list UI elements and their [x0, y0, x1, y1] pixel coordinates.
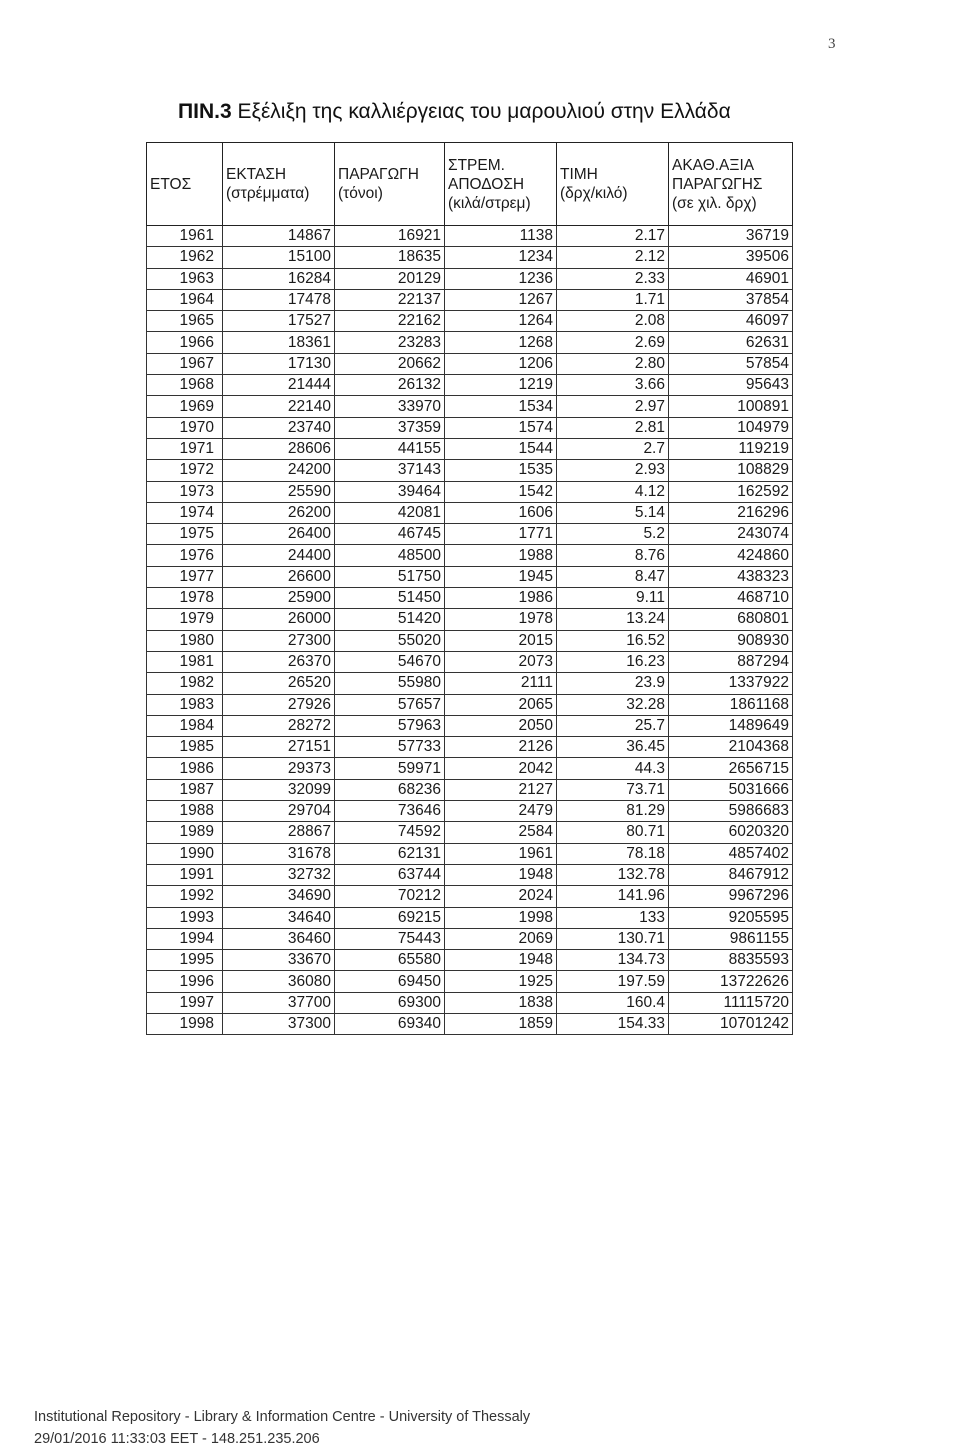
table-row	[147, 737, 793, 758]
table-cell: 132.78	[557, 864, 669, 885]
table-cell: 1.71	[557, 289, 669, 310]
table-cell: 81.29	[557, 801, 669, 822]
table-cell: 57854	[669, 353, 793, 374]
table-cell: 69340	[335, 1013, 445, 1034]
table-cell: 29373	[223, 758, 335, 779]
table-cell: 9.11	[557, 588, 669, 609]
table-cell: 26132	[335, 375, 445, 396]
table-cell: 2.80	[557, 353, 669, 374]
table-cell: 1542	[445, 481, 557, 502]
table-cell: 69450	[335, 971, 445, 992]
table-cell: 2.93	[557, 460, 669, 481]
table-row	[147, 630, 793, 651]
table-cell: 54670	[335, 651, 445, 672]
table-cell: 1978	[147, 588, 223, 609]
table-cell: 42081	[335, 502, 445, 523]
table-cell: 1970	[147, 417, 223, 438]
table-row	[147, 460, 793, 481]
table-cell: 65580	[335, 950, 445, 971]
table-cell: 57963	[335, 715, 445, 736]
table-cell: 468710	[669, 588, 793, 609]
table-cell: 1544	[445, 438, 557, 459]
table-row	[147, 588, 793, 609]
table-cell: 1945	[445, 566, 557, 587]
table-cell: 2479	[445, 801, 557, 822]
table-cell: 73.71	[557, 779, 669, 800]
table-cell: 1983	[147, 694, 223, 715]
table-cell: 1961	[147, 226, 223, 247]
table-cell: 1574	[445, 417, 557, 438]
table-cell: 24200	[223, 460, 335, 481]
table-row	[147, 332, 793, 353]
table-cell: 55020	[335, 630, 445, 651]
table-cell: 2584	[445, 822, 557, 843]
table-cell: 1966	[147, 332, 223, 353]
table-row	[147, 502, 793, 523]
table-row	[147, 438, 793, 459]
column-header-area: ΕΚΤΑΣΗ (στρέμματα)	[223, 143, 335, 226]
table-cell: 68236	[335, 779, 445, 800]
table-cell: 8467912	[669, 864, 793, 885]
table-row	[147, 375, 793, 396]
table-cell: 2126	[445, 737, 557, 758]
table-cell: 27300	[223, 630, 335, 651]
table-cell: 37300	[223, 1013, 335, 1034]
table-row	[147, 417, 793, 438]
table-cell: 1986	[147, 758, 223, 779]
table-cell: 1969	[147, 396, 223, 417]
column-header-year: ΕΤΟΣ	[147, 143, 223, 226]
table-cell: 2015	[445, 630, 557, 651]
table-cell: 62131	[335, 843, 445, 864]
table-cell: 37143	[335, 460, 445, 481]
table-cell: 1965	[147, 311, 223, 332]
table-cell: 2111	[445, 673, 557, 694]
table-cell: 26000	[223, 609, 335, 630]
table-cell: 1968	[147, 375, 223, 396]
table-cell: 2104368	[669, 737, 793, 758]
table-cell: 1972	[147, 460, 223, 481]
table-row	[147, 353, 793, 374]
table-cell: 31678	[223, 843, 335, 864]
table-cell: 9967296	[669, 886, 793, 907]
table-cell: 119219	[669, 438, 793, 459]
table-cell: 2.17	[557, 226, 669, 247]
repository-footer	[34, 1406, 530, 1450]
table-cell: 2.33	[557, 268, 669, 289]
table-row	[147, 694, 793, 715]
table-cell: 39506	[669, 247, 793, 268]
table-cell: 63744	[335, 864, 445, 885]
table-row	[147, 247, 793, 268]
table-cell: 15100	[223, 247, 335, 268]
table-cell: 57733	[335, 737, 445, 758]
table-cell: 1267	[445, 289, 557, 310]
table-row	[147, 673, 793, 694]
table-cell: 1974	[147, 502, 223, 523]
table-cell: 243074	[669, 524, 793, 545]
table-cell: 1987	[147, 779, 223, 800]
table-cell: 1948	[445, 950, 557, 971]
table-cell: 5.14	[557, 502, 669, 523]
table-row	[147, 907, 793, 928]
table-row	[147, 396, 793, 417]
table-cell: 59971	[335, 758, 445, 779]
table-cell: 9861155	[669, 928, 793, 949]
table-cell: 1978	[445, 609, 557, 630]
table-cell: 55980	[335, 673, 445, 694]
table-cell: 37854	[669, 289, 793, 310]
table-cell: 1986	[445, 588, 557, 609]
table-row	[147, 289, 793, 310]
table-cell: 2050	[445, 715, 557, 736]
table-cell: 2.7	[557, 438, 669, 459]
table-cell: 1234	[445, 247, 557, 268]
table-cell: 28867	[223, 822, 335, 843]
table-cell: 36080	[223, 971, 335, 992]
table-cell: 11115720	[669, 992, 793, 1013]
table-cell: 1992	[147, 886, 223, 907]
table-row	[147, 651, 793, 672]
table-cell: 62631	[669, 332, 793, 353]
table-cell: 1979	[147, 609, 223, 630]
table-cell: 1976	[147, 545, 223, 566]
table-cell: 32099	[223, 779, 335, 800]
table-cell: 33970	[335, 396, 445, 417]
table-cell: 1838	[445, 992, 557, 1013]
table-cell: 1973	[147, 481, 223, 502]
table-cell: 154.33	[557, 1013, 669, 1034]
table-cell: 26400	[223, 524, 335, 545]
table-body	[147, 226, 793, 1035]
column-header-yield: ΣΤΡΕΜ. ΑΠΟΔΟΣΗ (κιλά/στρεμ)	[445, 143, 557, 226]
table-cell: 28606	[223, 438, 335, 459]
table-row	[147, 971, 793, 992]
table-cell: 438323	[669, 566, 793, 587]
table-cell: 20129	[335, 268, 445, 289]
table-cell: 26370	[223, 651, 335, 672]
table-cell: 908930	[669, 630, 793, 651]
table-row	[147, 545, 793, 566]
table-cell: 24400	[223, 545, 335, 566]
table-cell: 2.69	[557, 332, 669, 353]
table-cell: 16.52	[557, 630, 669, 651]
table-cell: 5986683	[669, 801, 793, 822]
table-cell: 69215	[335, 907, 445, 928]
table-cell: 21444	[223, 375, 335, 396]
table-cell: 130.71	[557, 928, 669, 949]
lettuce-cultivation-table	[146, 142, 793, 1035]
table-cell: 5031666	[669, 779, 793, 800]
table-cell: 2127	[445, 779, 557, 800]
table-cell: 16284	[223, 268, 335, 289]
table-row	[147, 886, 793, 907]
table-title-label: ΠΙΝ.3	[178, 100, 232, 123]
table-header	[147, 143, 793, 226]
table-cell: 32.28	[557, 694, 669, 715]
table-cell: 36719	[669, 226, 793, 247]
table-cell: 1997	[147, 992, 223, 1013]
table-cell: 1993	[147, 907, 223, 928]
table-cell: 23.9	[557, 673, 669, 694]
table-cell: 51420	[335, 609, 445, 630]
footer-line-institution: Institutional Repository - Library & Information Centre - University of Thessaly	[34, 1409, 531, 1425]
table-cell: 34690	[223, 886, 335, 907]
table-cell: 3.66	[557, 375, 669, 396]
table-cell: 22137	[335, 289, 445, 310]
table-cell: 1268	[445, 332, 557, 353]
table-cell: 27151	[223, 737, 335, 758]
table-row	[147, 822, 793, 843]
table-row	[147, 928, 793, 949]
table-cell: 1236	[445, 268, 557, 289]
table-cell: 1994	[147, 928, 223, 949]
table-cell: 16921	[335, 226, 445, 247]
table-cell: 1961	[445, 843, 557, 864]
table-cell: 1534	[445, 396, 557, 417]
table-cell: 4857402	[669, 843, 793, 864]
table-cell: 22140	[223, 396, 335, 417]
table-cell: 78.18	[557, 843, 669, 864]
table-cell: 887294	[669, 651, 793, 672]
table-cell: 2.97	[557, 396, 669, 417]
table-cell: 44.3	[557, 758, 669, 779]
footer-line-timestamp: 29/01/2016 11:33:03 EET - 148.251.235.206	[34, 1431, 320, 1447]
table-cell: 34640	[223, 907, 335, 928]
table-row	[147, 481, 793, 502]
table-cell: 1606	[445, 502, 557, 523]
table-cell: 9205595	[669, 907, 793, 928]
table-cell: 1981	[147, 651, 223, 672]
table-cell: 8.47	[557, 566, 669, 587]
table-cell: 37359	[335, 417, 445, 438]
header-row	[147, 143, 793, 226]
table-cell: 20662	[335, 353, 445, 374]
table-cell: 46745	[335, 524, 445, 545]
table-cell: 44155	[335, 438, 445, 459]
table-cell: 2.12	[557, 247, 669, 268]
column-header-production: ΠΑΡΑΓΩΓΗ (τόνοι)	[335, 143, 445, 226]
table-cell: 1771	[445, 524, 557, 545]
page-number: 3	[828, 36, 836, 52]
table-cell: 73646	[335, 801, 445, 822]
table-row	[147, 609, 793, 630]
table-cell: 51450	[335, 588, 445, 609]
table-cell: 1995	[147, 950, 223, 971]
table-row	[147, 992, 793, 1013]
table-cell: 216296	[669, 502, 793, 523]
table-cell: 25900	[223, 588, 335, 609]
table-row	[147, 801, 793, 822]
table-row	[147, 758, 793, 779]
table-cell: 6020320	[669, 822, 793, 843]
table-cell: 74592	[335, 822, 445, 843]
table-cell: 1980	[147, 630, 223, 651]
table-cell: 2656715	[669, 758, 793, 779]
table-cell: 1975	[147, 524, 223, 545]
table-cell: 23283	[335, 332, 445, 353]
table-cell: 100891	[669, 396, 793, 417]
table-cell: 1206	[445, 353, 557, 374]
table-row	[147, 843, 793, 864]
table-cell: 57657	[335, 694, 445, 715]
table-cell: 17527	[223, 311, 335, 332]
table-cell: 1990	[147, 843, 223, 864]
table-cell: 2024	[445, 886, 557, 907]
table-cell: 162592	[669, 481, 793, 502]
column-header-gross-value: ΑΚΑΘ.ΑΞΙΑ ΠΑΡΑΓΩΓΗΣ (σε χιλ. δρχ)	[669, 143, 793, 226]
table-cell: 1962	[147, 247, 223, 268]
table-cell: 4.12	[557, 481, 669, 502]
table-cell: 1337922	[669, 673, 793, 694]
table-cell: 1861168	[669, 694, 793, 715]
table-cell: 18635	[335, 247, 445, 268]
table-cell: 8.76	[557, 545, 669, 566]
table-cell: 1985	[147, 737, 223, 758]
table-row	[147, 715, 793, 736]
table-cell: 1971	[147, 438, 223, 459]
table-title-text: Εξέλιξη της καλλιέργειας του μαρουλιού στην Ελλάδα	[237, 100, 731, 123]
table-cell: 28272	[223, 715, 335, 736]
table-cell: 25.7	[557, 715, 669, 736]
table-cell: 26200	[223, 502, 335, 523]
table-cell: 2.81	[557, 417, 669, 438]
table-cell: 197.59	[557, 971, 669, 992]
table-cell: 51750	[335, 566, 445, 587]
table-cell: 37700	[223, 992, 335, 1013]
table-cell: 2069	[445, 928, 557, 949]
table-cell: 1138	[445, 226, 557, 247]
table-cell: 26520	[223, 673, 335, 694]
table-row	[147, 566, 793, 587]
table-cell: 2073	[445, 651, 557, 672]
table-cell: 10701242	[669, 1013, 793, 1034]
table-cell: 18361	[223, 332, 335, 353]
table-cell: 16.23	[557, 651, 669, 672]
table-cell: 1977	[147, 566, 223, 587]
table-row	[147, 268, 793, 289]
table-cell: 5.2	[557, 524, 669, 545]
table-cell: 8835593	[669, 950, 793, 971]
table-cell: 1998	[147, 1013, 223, 1034]
table-cell: 1264	[445, 311, 557, 332]
table-cell: 108829	[669, 460, 793, 481]
table-cell: 1988	[445, 545, 557, 566]
table-cell: 1998	[445, 907, 557, 928]
table-cell: 1859	[445, 1013, 557, 1034]
table-cell: 17478	[223, 289, 335, 310]
table-title	[178, 100, 731, 124]
table-cell: 25590	[223, 481, 335, 502]
table-cell: 1989	[147, 822, 223, 843]
table-cell: 14867	[223, 226, 335, 247]
table-cell: 1948	[445, 864, 557, 885]
table-cell: 1982	[147, 673, 223, 694]
table-cell: 1967	[147, 353, 223, 374]
table-cell: 13.24	[557, 609, 669, 630]
table-cell: 1535	[445, 460, 557, 481]
table-cell: 75443	[335, 928, 445, 949]
table-cell: 36460	[223, 928, 335, 949]
table-cell: 29704	[223, 801, 335, 822]
table-row	[147, 311, 793, 332]
table-row	[147, 226, 793, 247]
table-row	[147, 950, 793, 971]
table-row	[147, 1013, 793, 1034]
table-cell: 1988	[147, 801, 223, 822]
table-cell: 680801	[669, 609, 793, 630]
table-cell: 36.45	[557, 737, 669, 758]
table-row	[147, 779, 793, 800]
table-cell: 46097	[669, 311, 793, 332]
table-cell: 1984	[147, 715, 223, 736]
table-cell: 32732	[223, 864, 335, 885]
table-cell: 70212	[335, 886, 445, 907]
table-cell: 48500	[335, 545, 445, 566]
table-cell: 1489649	[669, 715, 793, 736]
table-cell: 39464	[335, 481, 445, 502]
table-cell: 2.08	[557, 311, 669, 332]
table-cell: 1925	[445, 971, 557, 992]
table-cell: 104979	[669, 417, 793, 438]
table-cell: 133	[557, 907, 669, 928]
table-cell: 141.96	[557, 886, 669, 907]
table-cell: 160.4	[557, 992, 669, 1013]
table-cell: 17130	[223, 353, 335, 374]
table-cell: 1996	[147, 971, 223, 992]
table-cell: 27926	[223, 694, 335, 715]
table-cell: 33670	[223, 950, 335, 971]
column-header-price: ΤΙΜΗ (δρχ/κιλό)	[557, 143, 669, 226]
table-row	[147, 864, 793, 885]
table-cell: 69300	[335, 992, 445, 1013]
table-cell: 13722626	[669, 971, 793, 992]
table-cell: 26600	[223, 566, 335, 587]
table-cell: 134.73	[557, 950, 669, 971]
table-cell: 1963	[147, 268, 223, 289]
table-row	[147, 524, 793, 545]
table-cell: 95643	[669, 375, 793, 396]
table-cell: 2042	[445, 758, 557, 779]
table-cell: 1219	[445, 375, 557, 396]
table-cell: 22162	[335, 311, 445, 332]
table-cell: 23740	[223, 417, 335, 438]
table-cell: 1991	[147, 864, 223, 885]
table-cell: 1964	[147, 289, 223, 310]
table-cell: 424860	[669, 545, 793, 566]
table-cell: 80.71	[557, 822, 669, 843]
table-cell: 46901	[669, 268, 793, 289]
table-cell: 2065	[445, 694, 557, 715]
